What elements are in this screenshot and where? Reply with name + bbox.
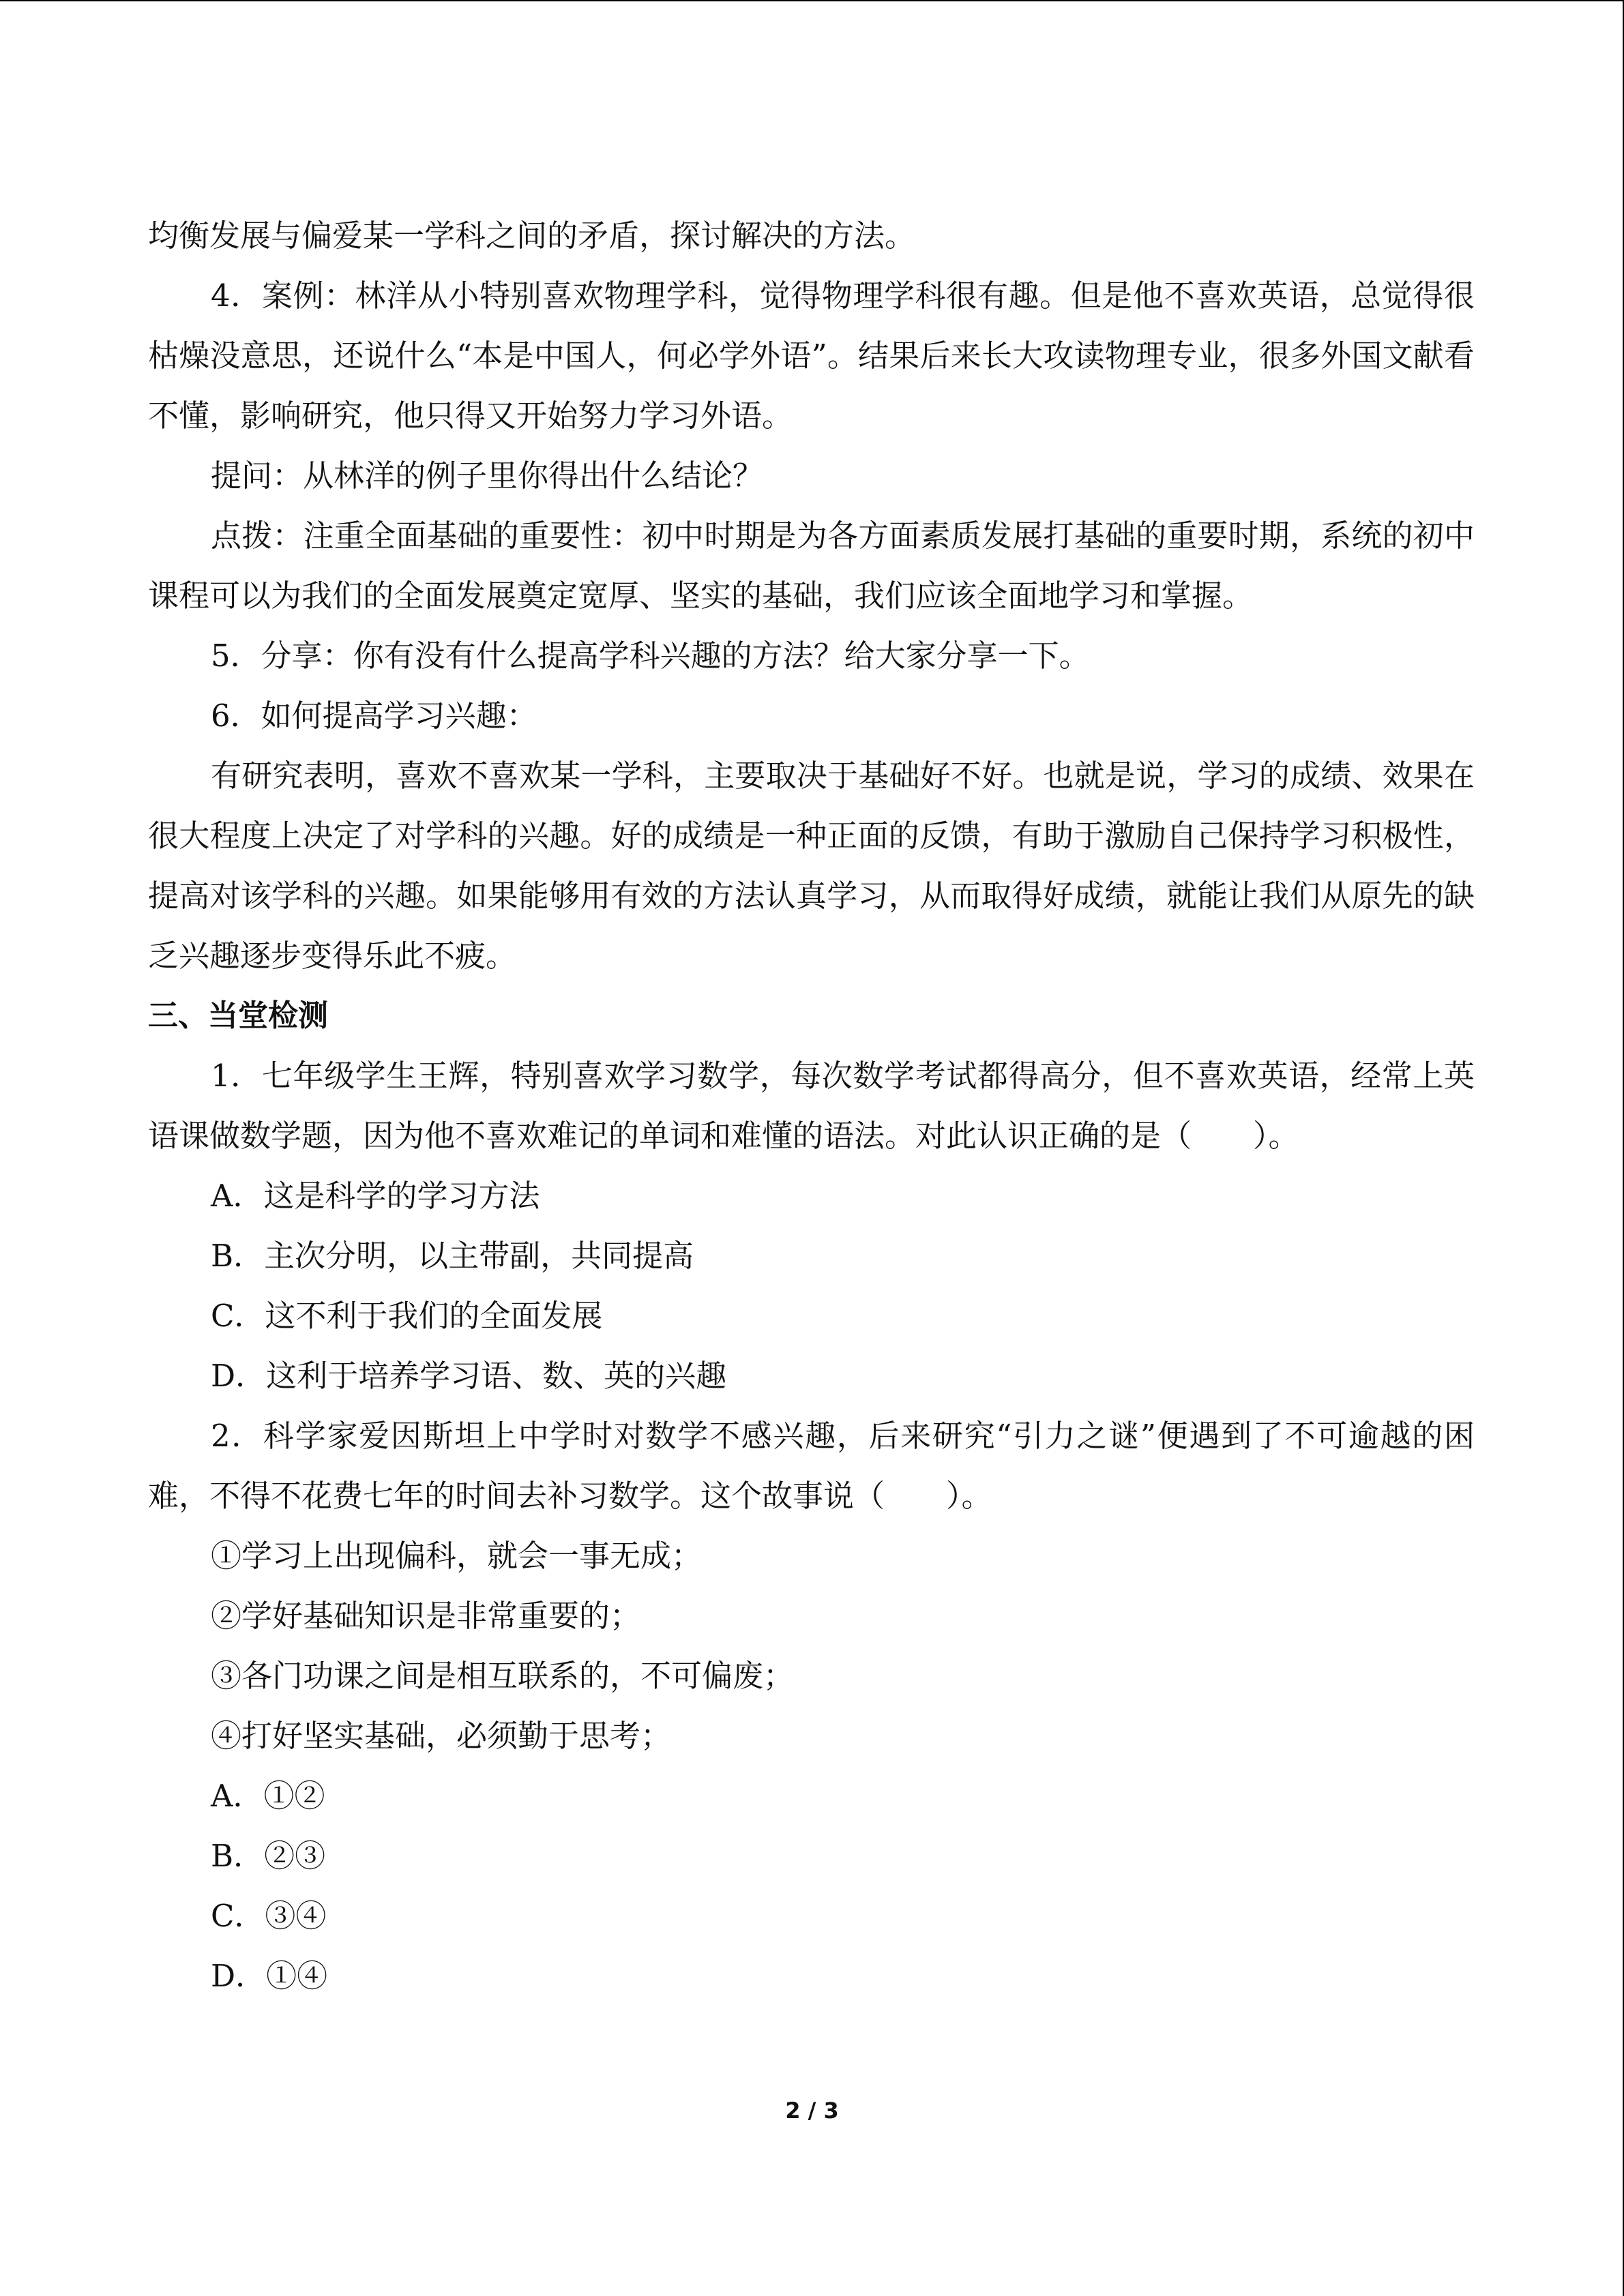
page-number: 2 / 3 (785, 2098, 839, 2123)
question-2-statement-2: ②学好基础知识是非常重要的； (211, 1598, 641, 1634)
question-2-option-d: D．①④ (211, 1958, 328, 1994)
question-2-option-b: B．②③ (211, 1838, 326, 1874)
question-1-option-a: A．这是科学的学习方法 (211, 1178, 540, 1214)
paragraph-share: 5．分享：你有没有什么提高学科兴趣的方法？给大家分享一下。 (211, 638, 1090, 674)
paragraph-research: 有研究表明，喜欢不喜欢某一学科，主要取决于基础好不好。也就是说，学习的成绩、效果在很大程度上决定了对学科的兴趣。好的成绩是一种正面的反馈，有助于激励自己保持学习积极性，提高对该学科的兴趣。如果能够用有效的方法认真学习，从而取得好成绩，就能让我们从原先的缺乏兴趣逐步变得乐此不疲。 (148, 758, 1475, 974)
question-2-statement-1: ①学习上出现偏科，就会一事无成； (211, 1538, 703, 1574)
document-body (148, 206, 1475, 2006)
question-1-option-c: C．这不利于我们的全面发展 (211, 1298, 603, 1334)
section-heading: 三、当堂检测 (148, 998, 328, 1033)
paragraph-continuation: 均衡发展与偏爱某一学科之间的矛盾，探讨解决的方法。 (148, 218, 916, 254)
paragraph-case: 4．案例：林洋从小特别喜欢物理学科，觉得物理学科很有趣。但是他不喜欢英语，总觉得很枯燥没意思，还说什么“本是中国人，何必学外语”。结果后来长大攻读物理专业，很多外国文献看不懂，影响研究，他只得又开始努力学习外语。 (148, 278, 1475, 434)
question-2-statement-4: ④打好坚实基础，必须勤于思考； (211, 1718, 672, 1754)
question-1-option-b: B．主次分明，以主带副，共同提高 (211, 1238, 694, 1274)
question-1-stem: 1．七年级学生王辉，特别喜欢学习数学，每次数学考试都得高分，但不喜欢英语，经常上英语课做数学题，因为他不喜欢难记的单词和难懂的语法。对此认识正确的是（ ）。 (148, 1058, 1475, 1154)
question-1-option-d: D．这利于培养学习语、数、英的兴趣 (211, 1358, 727, 1394)
paragraph-hint: 点拨：注重全面基础的重要性：初中时期是为各方面素质发展打基础的重要时期，系统的初中课程可以为我们的全面发展奠定宽厚、坚实的基础，我们应该全面地学习和掌握。 (148, 518, 1475, 614)
question-2-stem: 2．科学家爱因斯坦上中学时对数学不感兴趣，后来研究“引力之谜”便遇到了不可逾越的困难，不得不花费七年的时间去补习数学。这个故事说（ ）。 (148, 1418, 1475, 1514)
paragraph-question: 提问：从林洋的例子里你得出什么结论？ (211, 458, 764, 494)
question-2-option-a: A．①② (211, 1778, 325, 1814)
question-2-statement-3: ③各门功课之间是相互联系的，不可偏废； (211, 1658, 795, 1694)
question-2-option-c: C．③④ (211, 1898, 327, 1934)
paragraph-how-to: 6．如何提高学习兴趣： (211, 698, 537, 734)
